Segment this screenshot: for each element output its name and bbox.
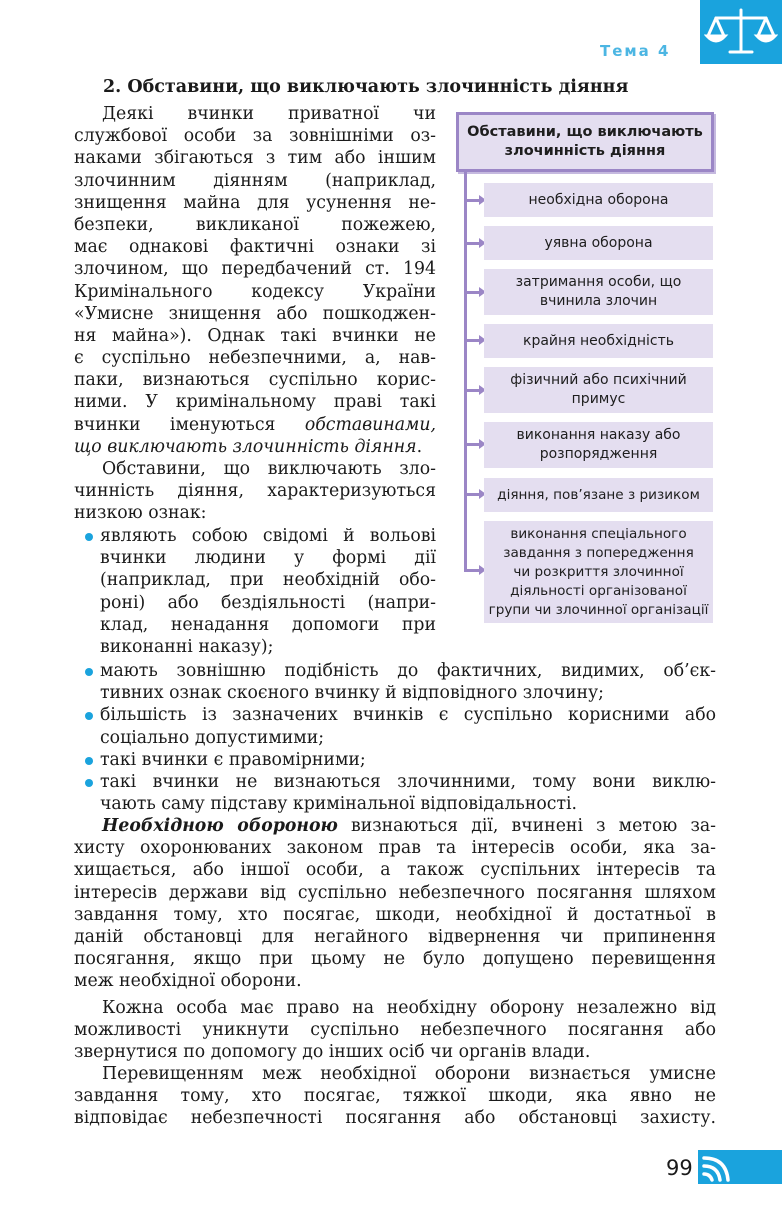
text-line <box>74 414 436 436</box>
diagram-item-line: фізичний або психічний <box>510 372 687 388</box>
text-line: більшість із зазначених вчинків є суспільно корисними або <box>100 705 716 726</box>
text-line: являють собою свідомі й вольові <box>100 526 436 546</box>
diagram-item-line: завдання з попередження <box>503 544 694 561</box>
text-line: звернутися по допомогу до інших осіб чи органів влади. <box>74 1042 591 1063</box>
page-number: 99 <box>666 1156 693 1180</box>
term-bold-italic: Необхідною обороною <box>102 816 338 836</box>
term-italic: що виключають злочинність діяння <box>74 436 417 457</box>
text-line: клад, ненадання допомоги при <box>100 614 436 635</box>
arrow-icon <box>466 443 482 446</box>
diagram-item <box>484 478 713 512</box>
diagram-item-line: виконання наказу або <box>516 427 681 443</box>
text-line: тивних ознак скоєного вчинку й відповідного злочину; <box>100 683 604 704</box>
text-line: (наприклад, при необхідній обо- <box>100 570 436 591</box>
text-line: ня майна»). Однак такі вчинки не <box>74 325 436 346</box>
arrow-icon <box>466 389 482 392</box>
text-line: має однакові фактичні ознаки зі <box>74 237 436 258</box>
right-paragraph <box>74 997 716 1064</box>
signal-waves-icon <box>700 1152 760 1182</box>
arrow-icon <box>466 339 482 342</box>
topic-tab <box>700 0 782 64</box>
arrow-icon <box>466 493 482 496</box>
diagram-item-line: уявна оборона <box>544 234 653 251</box>
diagram-item-line: розпорядження <box>539 446 658 462</box>
intro-paragraph <box>74 103 436 525</box>
text-line: наками збігаються з тим або іншим <box>74 148 436 169</box>
text-line: знищення майна для усунення не- <box>74 192 436 213</box>
diagram-item <box>484 324 713 358</box>
diagram-item-line: затримання особи, що <box>515 274 682 290</box>
topic-label: Тема 4 <box>600 42 671 60</box>
arrow-icon <box>466 291 482 294</box>
text-line: хисту охоронюваних законом прав та інтересів особи, яка за- <box>74 838 716 859</box>
text-line: хищається, або іншої особи, а також суспільних інтересів та <box>74 860 716 881</box>
section-title: 2. Обставини, що виключають злочинність діяння <box>103 77 629 97</box>
diagram-title-line: Обставини, що виключають <box>467 124 703 140</box>
diagram-item <box>484 226 713 260</box>
text-line: завдання тому, хто посягає, тяжкої шкоди, яка явно не <box>74 1086 716 1107</box>
text-line: «Умисне знищення або пошкоджен- <box>74 303 436 324</box>
diagram-item-line: вчинила злочин <box>539 293 658 309</box>
text-fragment: . <box>416 436 423 457</box>
text-line: вчинки людини у формі дії <box>100 548 436 569</box>
text-line: даній обстановці для негайного відвернення чи припинення <box>74 926 716 947</box>
bullet-item <box>100 525 436 658</box>
term-italic: обставинами, <box>304 414 436 435</box>
text-line: Перевищенням меж необхідної оборони визнається умисне <box>102 1064 716 1084</box>
text-line: можливості уникнути суспільно небезпечного посягання або <box>74 1020 716 1041</box>
diagram-title-line: злочинність діяння <box>504 143 666 159</box>
definition-paragraph <box>74 815 716 993</box>
text-line: паки, визнаються суспільно корис- <box>74 370 436 391</box>
diagram-item <box>484 422 713 468</box>
text-line: соціально допустимими; <box>100 727 325 748</box>
diagram-item-line: примус <box>571 391 626 407</box>
footer-tab <box>698 1150 782 1184</box>
diagram-item <box>484 367 713 413</box>
text-line: роні) або бездіяльності (напри- <box>100 592 436 613</box>
arrow-icon <box>466 569 482 572</box>
diagram-title <box>456 112 714 172</box>
text-line: виконанні наказу); <box>100 636 274 657</box>
bullet-icon <box>85 533 93 541</box>
diagram-item-line: діяння, пов’язане з ризиком <box>497 486 700 503</box>
bullet-item <box>100 704 716 748</box>
text-fragment: визнаються дії, вчинені з метою за- <box>337 816 717 836</box>
text-line: завдання тому, хто посягає, шкоди, необхідної й достатньої в <box>74 904 716 925</box>
diagram-item <box>484 269 713 315</box>
text-line: чають саму підставу кримінальної відповідальності. <box>100 794 578 815</box>
diagram-item <box>484 521 713 623</box>
excess-paragraph <box>74 1063 716 1130</box>
scales-icon <box>704 4 778 60</box>
bullet-item <box>100 660 716 704</box>
text-line: злочином, що передбачений ст. 194 <box>74 259 436 280</box>
text-line: відповідає небезпечності посягання або обстановці захисту. <box>74 1108 716 1129</box>
diagram-connector <box>464 172 467 572</box>
bullet-icon <box>85 712 93 720</box>
text-line: такі вчинки є правомірними; <box>100 749 366 770</box>
text-line: мають зовнішню подібність до фактичних, видимих, об’єк- <box>100 661 716 681</box>
bullet-list <box>100 660 716 815</box>
text-line: такі вчинки не визнаються злочинними, тому вони виклю- <box>100 771 716 792</box>
text-line: безпеки, викликаної пожежею, <box>74 214 436 235</box>
text-fragment: вчинки іменуються <box>74 414 305 435</box>
arrow-icon <box>466 199 482 202</box>
text-line: меж необхідної оборони. <box>74 971 302 992</box>
text-line: Обставини, що виключають зло- <box>102 459 436 479</box>
text-line: чинність діяння, характеризуються <box>74 481 436 502</box>
bullet-icon <box>85 668 93 676</box>
diagram-item-line: необхідна оборона <box>528 191 669 208</box>
text-line: є суспільно небезпечними, а, нав- <box>74 348 436 369</box>
bullet-item <box>100 771 716 815</box>
bullet-item <box>100 749 716 771</box>
text-line: Деякі вчинки приватної чи <box>102 104 436 124</box>
diagram-item-line: крайня необхідність <box>522 332 674 349</box>
text-line: Кримінального кодексу України <box>74 281 436 302</box>
text-line: ними. У кримінальному праві такі <box>74 392 436 413</box>
text-line: Кожна особа має право на необхідну оборону незалежно від <box>102 998 716 1018</box>
text-line: посягання, якщо при цьому не було допущено перевищення <box>74 949 716 970</box>
diagram-item-line: виконання спеціального <box>510 525 687 542</box>
text-line: злочинним діянням (наприклад, <box>74 170 436 191</box>
bullet-icon <box>85 779 93 787</box>
text-line: низкою ознак: <box>74 503 207 524</box>
bullet-icon <box>85 757 93 765</box>
text-line: службової особи за зовнішніми оз- <box>74 126 436 147</box>
arrow-icon <box>466 242 482 245</box>
diagram-item-line: діяльності організованої <box>510 582 687 599</box>
diagram-item-line: чи розкриття злочинної <box>513 563 684 580</box>
diagram-item <box>484 183 713 217</box>
text-line <box>74 436 436 458</box>
text-line: інтересів держави від суспільно небезпечного посягання шляхом <box>74 882 716 903</box>
text-line <box>74 815 716 837</box>
diagram-item-line: групи чи злочинної організації <box>488 601 709 618</box>
